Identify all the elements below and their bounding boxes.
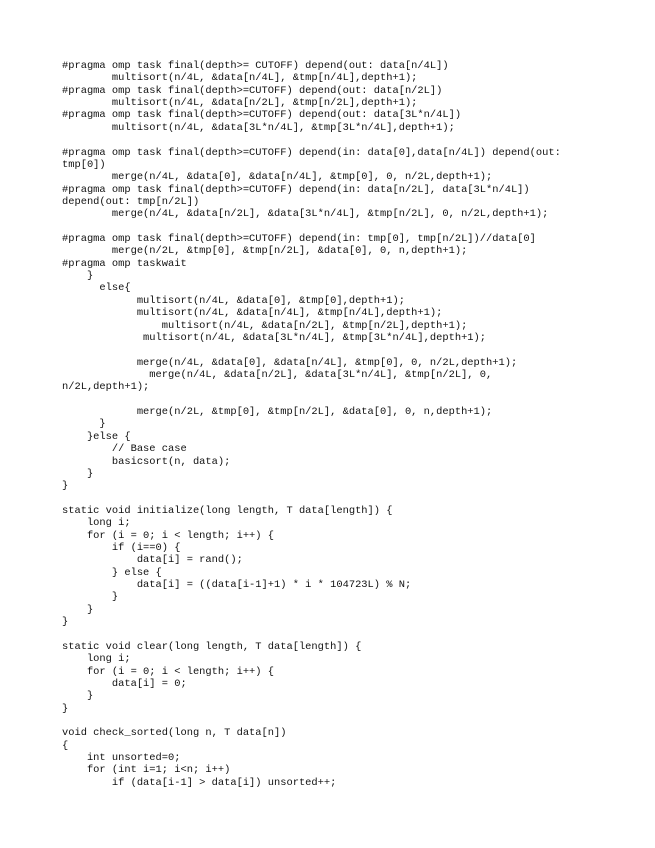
code-line: tmp[0]) bbox=[62, 158, 106, 171]
code-line: basicsort(n, data); bbox=[62, 455, 231, 468]
code-line: { bbox=[62, 739, 69, 752]
code-line: } else { bbox=[62, 566, 162, 579]
code-line: else{ bbox=[62, 282, 131, 295]
code-line: merge(n/4L, &data[n/2L], &data[3L*n/4L], &tmp[n/2L], 0, bbox=[62, 368, 493, 381]
code-line: long i; bbox=[62, 517, 131, 530]
code-line: } bbox=[62, 702, 69, 715]
code-line: multisort(n/4L, &data[n/4L], &tmp[n/4L],depth+1); bbox=[62, 307, 443, 320]
code-line: merge(n/4L, &data[n/2L], &data[3L*n/4L], &tmp[n/2L], 0, n/2L,depth+1); bbox=[62, 208, 549, 221]
code-line: multisort(n/4L, &data[3L*n/4L], &tmp[3L*n/4L],depth+1); bbox=[62, 121, 455, 134]
code-line: int unsorted=0; bbox=[62, 752, 181, 765]
code-line: #pragma omp task final(depth>=CUTOFF) depend(out: data[n/2L]) bbox=[62, 84, 443, 97]
code-line: multisort(n/4L, &data[n/4L], &tmp[n/4L],depth+1); bbox=[62, 72, 418, 85]
code-line: } bbox=[62, 270, 94, 283]
code-line: merge(n/4L, &data[0], &data[n/4L], &tmp[0], 0, n/2L,depth+1); bbox=[62, 171, 493, 184]
code-line: merge(n/2L, &tmp[0], &tmp[n/2L], &data[0], 0, n,depth+1); bbox=[62, 245, 468, 258]
code-block bbox=[62, 60, 561, 789]
code-line: for (int i=1; i<n; i++) bbox=[62, 764, 231, 777]
code-line: // Base case bbox=[62, 443, 187, 456]
code-line: depend(out: tmp[n/2L]) bbox=[62, 195, 200, 208]
code-line: } bbox=[62, 467, 94, 480]
code-line: static void initialize(long length, T data[length]) { bbox=[62, 504, 393, 517]
code-line: static void clear(long length, T data[length]) { bbox=[62, 640, 362, 653]
code-line: for (i = 0; i < length; i++) { bbox=[62, 665, 275, 678]
code-line: #pragma omp task final(depth>=CUTOFF) depend(in: tmp[0], tmp[n/2L])//data[0] bbox=[62, 233, 536, 246]
code-line: #pragma omp taskwait bbox=[62, 257, 187, 270]
blank-line bbox=[62, 221, 561, 233]
code-line: void check_sorted(long n, T data[n]) bbox=[62, 727, 287, 740]
code-line: multisort(n/4L, &data[n/2L], &tmp[n/2L],depth+1); bbox=[62, 97, 418, 110]
code-line: } bbox=[62, 616, 69, 629]
code-line: } bbox=[62, 418, 106, 431]
code-line: multisort(n/4L, &data[0], &tmp[0],depth+1); bbox=[62, 294, 405, 307]
code-line: multisort(n/4L, &data[n/2L], &tmp[n/2L],depth+1); bbox=[62, 319, 468, 332]
blank-line bbox=[62, 134, 561, 146]
code-line: n/2L,depth+1); bbox=[62, 381, 150, 394]
code-line: #pragma omp task final(depth>= CUTOFF) depend(out: data[n/4L]) bbox=[62, 60, 449, 72]
code-line: }else { bbox=[62, 430, 131, 443]
code-line: } bbox=[62, 603, 94, 616]
blank-line bbox=[62, 629, 561, 641]
code-line: multisort(n/4L, &data[3L*n/4L], &tmp[3L*n/4L],depth+1); bbox=[62, 331, 487, 344]
code-line: data[i] = rand(); bbox=[62, 554, 243, 567]
code-line: #pragma omp task final(depth>=CUTOFF) depend(in: data[n/2L], data[3L*n/4L]) bbox=[62, 183, 530, 196]
code-line: if (data[i-1] > data[i]) unsorted++; bbox=[62, 776, 337, 789]
blank-line bbox=[62, 493, 561, 505]
code-line: merge(n/4L, &data[0], &data[n/4L], &tmp[0], 0, n/2L,depth+1); bbox=[62, 356, 518, 369]
code-line: data[i] = 0; bbox=[62, 677, 187, 690]
code-line: if (i==0) { bbox=[62, 542, 181, 555]
blank-line bbox=[62, 344, 561, 356]
code-line: #pragma omp task final(depth>=CUTOFF) depend(in: data[0],data[n/4L]) depend(out: bbox=[62, 146, 561, 159]
code-line: #pragma omp task final(depth>=CUTOFF) depend(out: data[3L*n/4L]) bbox=[62, 109, 462, 122]
code-line: } bbox=[62, 591, 119, 604]
code-line: long i; bbox=[62, 653, 131, 666]
blank-line bbox=[62, 715, 561, 727]
code-line: data[i] = ((data[i-1]+1) * i * 104723L) % N; bbox=[62, 579, 412, 592]
blank-line bbox=[62, 394, 561, 406]
code-line: for (i = 0; i < length; i++) { bbox=[62, 529, 275, 542]
code-line: } bbox=[62, 480, 69, 493]
code-line: } bbox=[62, 690, 94, 703]
code-line: merge(n/2L, &tmp[0], &tmp[n/2L], &data[0], 0, n,depth+1); bbox=[62, 406, 493, 419]
